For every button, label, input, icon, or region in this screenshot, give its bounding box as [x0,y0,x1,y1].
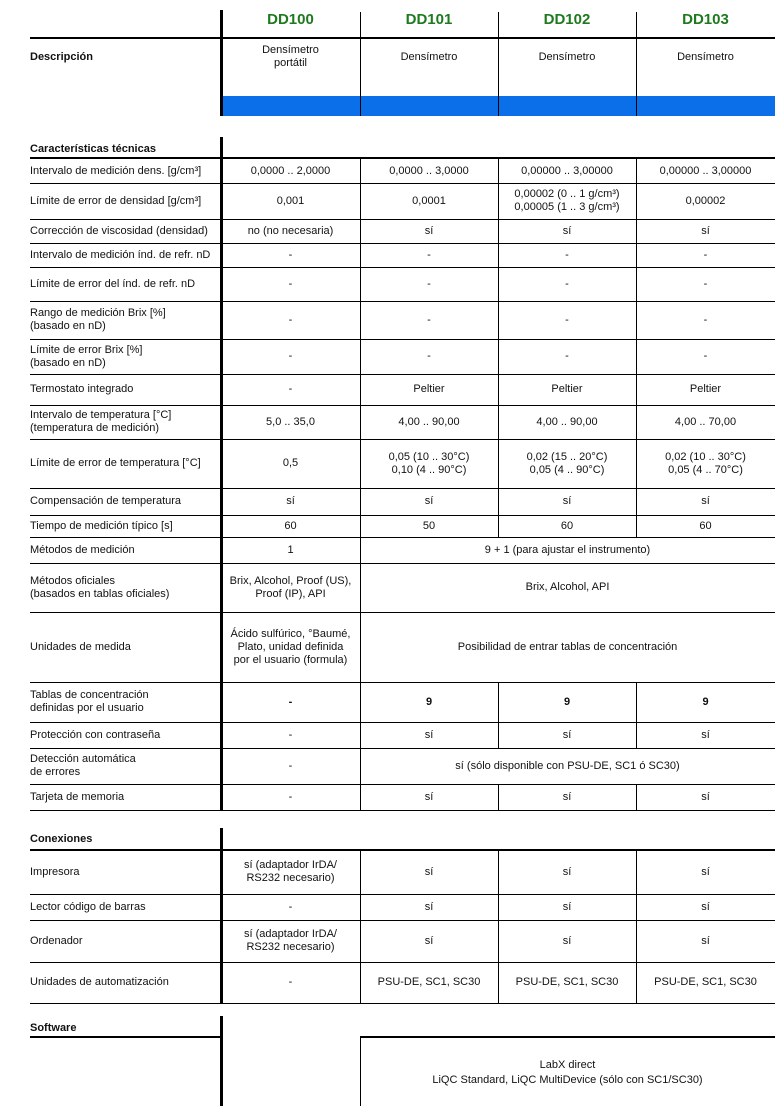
column-divider [636,682,637,722]
column-divider [360,962,361,1003]
spec-value: 0,00000 .. 3,00000 [521,164,613,177]
column-divider [360,748,361,784]
connection-row-label: Unidades de automatización [30,976,169,988]
model-header-dd101: DD101 [405,11,453,28]
spec-value: - [565,313,569,326]
software-rule [360,1036,775,1038]
spec-row-label: Tarjeta de memoria [30,790,125,803]
column-divider [636,439,637,488]
connection-value: sí [701,900,710,913]
left-column-rule [220,137,223,157]
spec-value: - [703,350,708,362]
section-title-tecnicas: Características técnicas [30,143,156,155]
spec-value: sí [701,728,710,741]
connection-value: PSU-DE, SC1, SC30 [515,976,619,988]
spec-row-label: Métodos oficiales (basados en tablas oficiales) [30,574,170,600]
spec-value: 0,0001 [412,194,446,207]
spec-row-label: Corrección de viscosidad (densidad) [30,224,208,237]
model-header-dd103: DD103 [682,11,729,28]
connection-value: sí [424,934,434,947]
connection-value: sí [424,900,434,913]
column-divider [360,183,361,219]
column-divider [636,339,637,374]
spec-value: 0,0000 .. 2,0000 [250,164,331,177]
spec-value: 50 [422,519,436,532]
spec-value: 5,0 .. 35,0 [266,415,315,428]
left-column-rule [220,10,223,116]
spec-value: 0,5 [282,457,299,469]
column-divider [636,243,637,267]
column-divider [498,920,499,962]
column-divider [498,339,499,374]
spec-value: 9 [563,695,571,708]
spec-value: sí [424,495,434,507]
model-header-dd100: DD100 [267,11,314,28]
column-divider [636,962,637,1003]
column-divider [360,439,361,488]
column-divider [498,850,499,894]
column-divider [360,374,361,405]
spec-value: - [703,277,708,290]
spec-value: sí [562,728,572,741]
spec-value: - [288,728,293,741]
spec-value: - [427,350,431,362]
column-divider [636,301,637,339]
column-divider [360,722,361,748]
column-divider [360,243,361,267]
spec-value: sí [424,224,434,237]
column-divider [498,159,499,183]
spec-value: - [288,313,293,326]
column-divider [498,962,499,1003]
spec-value: Brix, Alcohol, Proof (US), Proof (IP), API [229,574,352,600]
column-divider [360,488,361,515]
spec-value: 0,02 (15 .. 20°C) 0,05 (4 .. 90°C) [526,450,608,476]
spec-value: 0,00002 [685,194,726,207]
spec-value: sí [562,224,572,237]
connection-value: sí [701,934,710,947]
column-divider [636,722,637,748]
spec-value: - [565,350,569,362]
column-divider [636,374,637,405]
connection-value: sí [562,900,572,913]
spec-value-merged: sí (sólo disponible con PSU-DE, SC1 ó SC30) [455,759,680,772]
column-divider [636,405,637,439]
spec-value: - [288,759,293,772]
connection-row-label: Lector código de barras [30,900,146,913]
connection-value: sí [424,865,434,878]
left-column-rule [220,159,223,810]
row-divider [30,810,775,811]
spec-value: sí [562,790,572,803]
column-divider [636,784,637,810]
spec-value: sí [424,728,434,741]
column-divider [498,219,499,243]
column-divider [360,12,361,116]
section-rule [30,1036,220,1038]
column-divider [360,920,361,962]
spec-value: - [427,248,431,261]
descripcion-value: Densímetro [677,50,734,63]
spec-value: 0,00002 (0 .. 1 g/cm³) 0,00005 (1 .. 3 g/cm³) [514,188,620,213]
column-divider [636,12,637,116]
spec-value: sí [424,790,434,803]
column-divider [360,612,361,682]
spec-value: - [288,248,293,261]
connection-value: PSU-DE, SC1, SC30 [377,976,481,988]
spec-value: 0,02 (10 .. 30°C) 0,05 (4 .. 70°C) [665,450,746,476]
column-divider [360,682,361,722]
spec-row-label: Rango de medición Brix [%] (basado en nD) [30,307,166,332]
spec-row-label: Límite de error de densidad [g/cm³] [30,194,202,207]
spec-value-merged: Posibilidad de entrar tablas de concentración [457,640,678,653]
connection-value: sí [701,865,710,878]
column-divider [636,183,637,219]
spec-value: 4,00 .. 70,00 [674,415,737,428]
spec-value: - [288,383,293,395]
column-divider [360,267,361,301]
column-divider [360,405,361,439]
column-divider [360,537,361,563]
connection-row-label: Impresora [30,865,80,878]
spec-value: - [703,313,708,326]
spec-value: Ácido sulfúrico, °Baumé, Plato, unidad definida por el usuario (formula) [230,627,351,666]
spec-row-label: Intervalo de temperatura [°C] (temperatura de medición) [30,409,172,434]
connection-value: sí [562,934,572,947]
connection-value: PSU-DE, SC1, SC30 [654,976,757,988]
column-divider [360,850,361,894]
column-divider [636,159,637,183]
spec-row-label: Compensación de temperatura [30,495,182,507]
spec-row-label: Límite de error de temperatura [°C] [30,457,201,469]
spec-value: 0,00000 .. 3,00000 [659,164,752,177]
spec-row-label: Límite de error del índ. de refr. nD [30,277,196,290]
spec-row-label: Tiempo de medición típico [s] [30,519,173,532]
descripcion-value: Densímetro [400,50,458,63]
descripcion-label: Descripción [30,50,93,63]
connection-value: sí [562,865,572,878]
connection-value: sí (adaptador IrDA/ RS232 necesario) [244,859,337,884]
spec-value: 9 [702,695,709,708]
spec-value: sí [701,224,710,237]
column-divider [498,243,499,267]
column-divider [498,722,499,748]
spec-value: 0,001 [276,194,305,207]
column-divider [636,267,637,301]
spec-value: - [288,790,293,803]
left-column-rule [220,850,223,1003]
column-divider [498,784,499,810]
spec-row-label: Límite de error Brix [%] (basado en nD) [30,343,143,369]
column-divider [498,374,499,405]
column-divider [498,267,499,301]
column-divider [498,515,499,537]
column-divider [360,301,361,339]
column-divider [636,488,637,515]
column-divider [360,894,361,920]
column-divider [636,920,637,962]
spec-value: - [288,277,293,290]
left-column-rule [220,828,223,849]
column-divider [498,12,499,116]
column-divider [498,301,499,339]
spec-value: sí [286,495,295,507]
spec-value: 0,05 (10 .. 30°C) 0,10 (4 .. 90°C) [388,450,470,476]
column-divider [360,563,361,612]
spec-value: 60 [284,519,297,532]
spec-value: 4,00 .. 90,00 [536,415,598,428]
spec-row-label: Intervalo de medición índ. de refr. nD [30,248,211,261]
spec-value: 9 [425,695,433,708]
row-divider [30,1003,775,1004]
column-divider [360,339,361,374]
descripcion-value: Densímetro portátil [262,44,319,69]
column-divider [498,439,499,488]
spec-row-label: Protección con contraseña [30,728,161,741]
spec-row-label: Intervalo de medición dens. [g/cm³] [30,164,202,177]
model-header-dd102: DD102 [543,11,591,28]
spec-row-label: Detección automática de errores [30,753,136,778]
spec-value: sí [701,495,710,507]
connection-value: - [288,976,293,988]
column-divider [498,488,499,515]
spec-value: - [288,350,293,362]
connection-value: - [288,900,293,913]
spec-value: Peltier [551,383,583,395]
spec-row-label: Termostato integrado [30,383,134,395]
spec-value: no (no necesaria) [247,224,334,237]
software-line-1: LabX direct [539,1058,596,1071]
spec-value: - [703,248,708,261]
spec-value: Peltier [413,383,445,395]
spec-row-label: Unidades de medida [30,640,131,653]
left-column-rule [220,1016,223,1106]
column-divider [360,784,361,810]
spec-value: 60 [699,519,712,532]
spec-value: 0,0000 .. 3,0000 [389,164,469,177]
spec-value: 4,00 .. 90,00 [398,415,460,428]
column-divider [498,682,499,722]
spec-value: - [288,695,293,708]
spec-value: 60 [560,519,574,532]
software-line-2: LiQC Standard, LiQC MultiDevice (sólo con SC1/SC30) [432,1073,703,1086]
spec-value: - [427,277,431,290]
column-divider [360,219,361,243]
spec-value-merged: 9 + 1 (para ajustar el instrumento) [484,543,651,556]
connection-value: sí (adaptador IrDA/ RS232 necesario) [244,928,337,953]
column-divider [360,159,361,183]
descripcion-value: Densímetro [538,50,596,63]
column-divider [636,219,637,243]
spec-value: - [565,248,569,261]
section-title-software: Software [30,1022,77,1034]
spec-value: - [565,277,569,290]
column-divider [498,405,499,439]
spec-row-label: Métodos de medición [30,543,135,556]
spec-value: - [427,313,431,326]
spec-row-label: Tablas de concentración definidas por el usuario [30,689,149,714]
column-divider [636,850,637,894]
column-divider [498,894,499,920]
column-divider [636,515,637,537]
column-divider [636,894,637,920]
spec-value: sí [562,495,572,507]
column-divider [360,515,361,537]
section-title-conexiones: Conexiones [30,833,93,845]
column-divider [498,183,499,219]
spec-value-merged: Brix, Alcohol, API [525,581,610,593]
connection-row-label: Ordenador [30,934,83,947]
spec-value: sí [701,790,710,803]
spec-value: Peltier [689,383,722,395]
spec-value: 1 [287,543,294,556]
